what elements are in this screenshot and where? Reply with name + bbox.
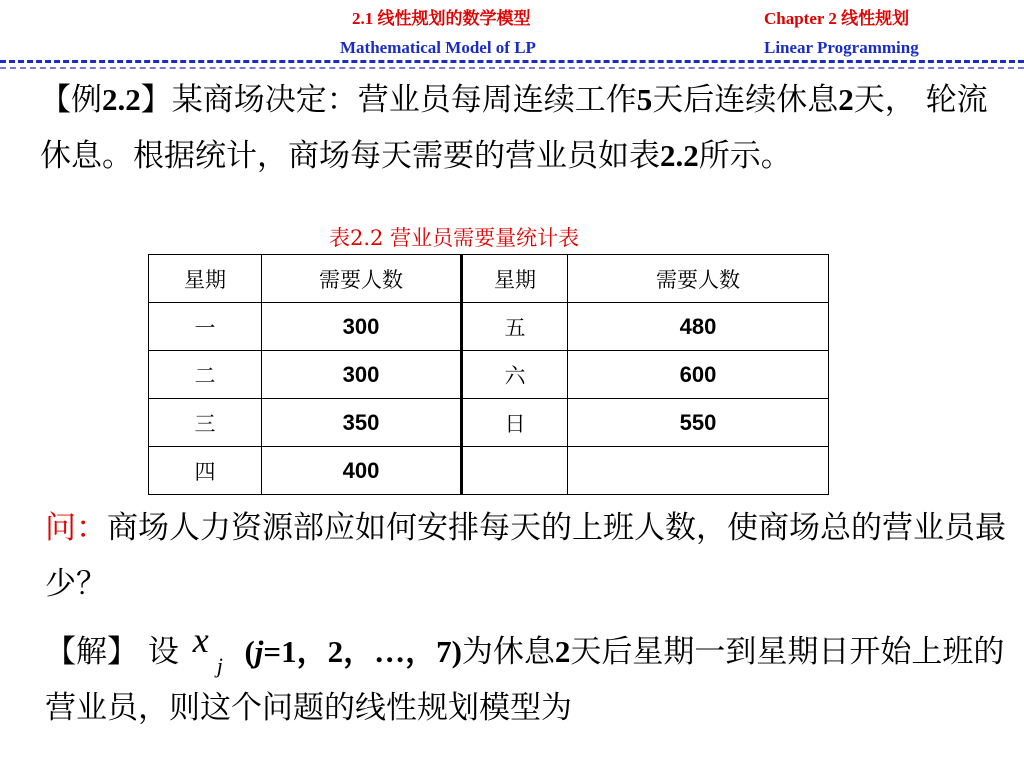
table-reference: 2.2: [660, 138, 699, 173]
required-cell: 400: [262, 447, 462, 495]
weekday-cell: 二: [149, 351, 262, 399]
rest-days-number: 2: [838, 82, 854, 117]
required-cell: 550: [568, 399, 829, 447]
table-caption: 表2.2 营业员需要量统计表: [329, 226, 580, 250]
weekday-cell: 一: [149, 303, 262, 351]
required-cell: [568, 447, 829, 495]
question-paragraph: [45, 500, 1020, 612]
table-row: [149, 447, 829, 495]
required-cell: 480: [568, 303, 829, 351]
example-bracket: 【例: [40, 82, 102, 118]
variable-subscript: j: [216, 653, 223, 678]
table-row: [149, 351, 829, 399]
example-text-d: 所示。: [698, 138, 792, 174]
question-text: 商场人力资源部应如何安排每天的上班人数，使商场总的营业员最少？: [45, 510, 1006, 602]
header-required: 需要人数: [568, 255, 829, 303]
index-range: =1，2，…，7): [263, 634, 462, 669]
section-title-en: Mathematical Model of LP: [340, 38, 536, 57]
required-cell: 300: [262, 303, 462, 351]
table-row: [149, 303, 829, 351]
index-variable: j: [254, 634, 264, 669]
weekday-cell: 三: [149, 399, 262, 447]
variable-xj: [189, 620, 237, 678]
variable-x: x: [192, 620, 209, 660]
required-cell: 600: [568, 351, 829, 399]
table-header-row: [149, 255, 829, 303]
example-text-a: 】某商场决定：营业员每周连续工作: [140, 82, 637, 118]
example-text-b: 天后连续休息: [652, 82, 839, 118]
header-divider-bottom: [0, 67, 1024, 69]
solution-prefix: 【解】 设: [45, 634, 189, 670]
weekday-cell: [462, 447, 568, 495]
section-title-cn: 2.1 线性规划的数学模型: [352, 9, 531, 28]
example-paragraph: [40, 72, 1015, 184]
table-row: [149, 399, 829, 447]
chapter-title-cn: Chapter 2 线性规划: [764, 9, 910, 28]
solution-text-b: 天后星期一到星期日开始上班的营业员，则这个问题的线性规划模型为: [45, 634, 1005, 726]
chapter-title-en: Linear Programming: [764, 38, 919, 57]
required-cell: 350: [262, 399, 462, 447]
weekday-cell: 五: [462, 303, 568, 351]
index-open: (: [236, 634, 255, 669]
staff-requirement-table: [148, 254, 829, 495]
weekday-cell: 六: [462, 351, 568, 399]
header-required: 需要人数: [262, 255, 462, 303]
header-divider-top: [0, 60, 1024, 63]
question-label: 问：: [45, 510, 107, 546]
example-text-c: 天， 轮流休息。根据统计，商场每天需要的营业员如表: [40, 82, 988, 174]
solution-text-a: 为休息: [461, 634, 555, 670]
weekday-cell: 日: [462, 399, 568, 447]
header-weekday: 星期: [149, 255, 262, 303]
header-weekday: 星期: [462, 255, 568, 303]
weekday-cell: 四: [149, 447, 262, 495]
solution-paragraph: [45, 620, 1020, 736]
example-number: 2.2: [102, 82, 141, 117]
solution-rest-days: 2: [554, 634, 571, 669]
required-cell: 300: [262, 351, 462, 399]
work-days-number: 5: [636, 82, 653, 117]
